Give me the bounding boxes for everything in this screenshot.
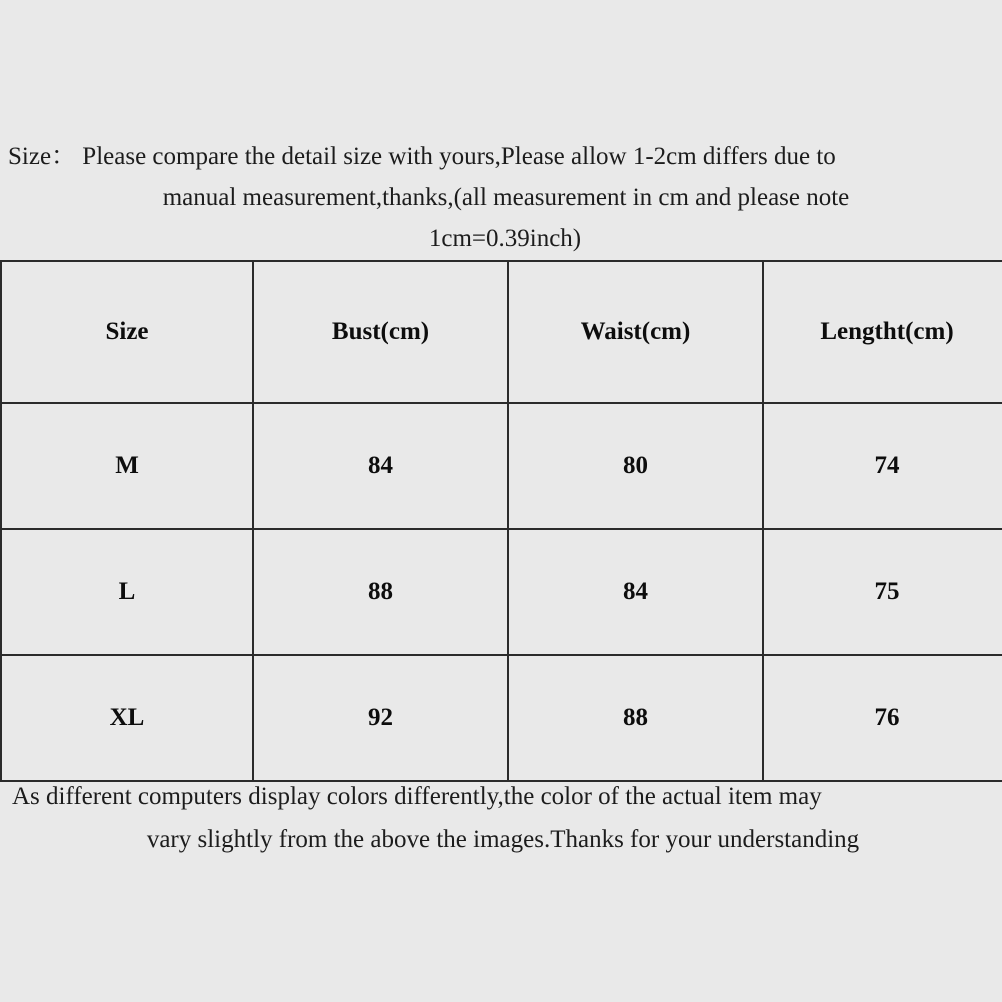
cell-bust: 92: [253, 655, 508, 781]
cell-bust: 88: [253, 529, 508, 655]
column-header-waist: Waist(cm): [508, 261, 763, 403]
table-row: [1, 529, 1002, 655]
measurement-disclaimer: [0, 136, 1002, 259]
cell-waist: 84: [508, 529, 763, 655]
cell-length: 76: [763, 655, 1002, 781]
cell-waist: 80: [508, 403, 763, 529]
measurement-disclaimer-line-2: manual measurement,thanks,(all measurement in cm and please note: [162, 184, 850, 211]
column-header-length: Lengtht(cm): [763, 261, 1002, 403]
cell-length: 74: [763, 403, 1002, 529]
cell-length: 75: [763, 529, 1002, 655]
size-chart-table-head: [1, 261, 1002, 403]
cell-size: XL: [1, 655, 253, 781]
measurement-disclaimer-line-1: Size： Please compare the detail size with yours,Please allow 1-2cm differs due to: [8, 143, 836, 170]
cell-size: M: [1, 403, 253, 529]
cell-waist: 88: [508, 655, 763, 781]
table-header-row: [1, 261, 1002, 403]
column-header-bust: Bust(cm): [253, 261, 508, 403]
cell-bust: 84: [253, 403, 508, 529]
cell-size: L: [1, 529, 253, 655]
column-header-size: Size: [1, 261, 253, 403]
color-disclaimer-line-1: As different computers display colors differently,the color of the actual item may: [12, 783, 822, 810]
color-disclaimer: [0, 775, 1002, 861]
size-chart-table-body: [1, 403, 1002, 781]
measurement-disclaimer-line-3: 1cm=0.39inch): [428, 225, 582, 252]
table-row: [1, 403, 1002, 529]
color-disclaimer-line-2: vary slightly from the above the images.Thanks for your understanding: [146, 826, 860, 853]
size-chart-table: [0, 260, 1002, 782]
table-row: [1, 655, 1002, 781]
